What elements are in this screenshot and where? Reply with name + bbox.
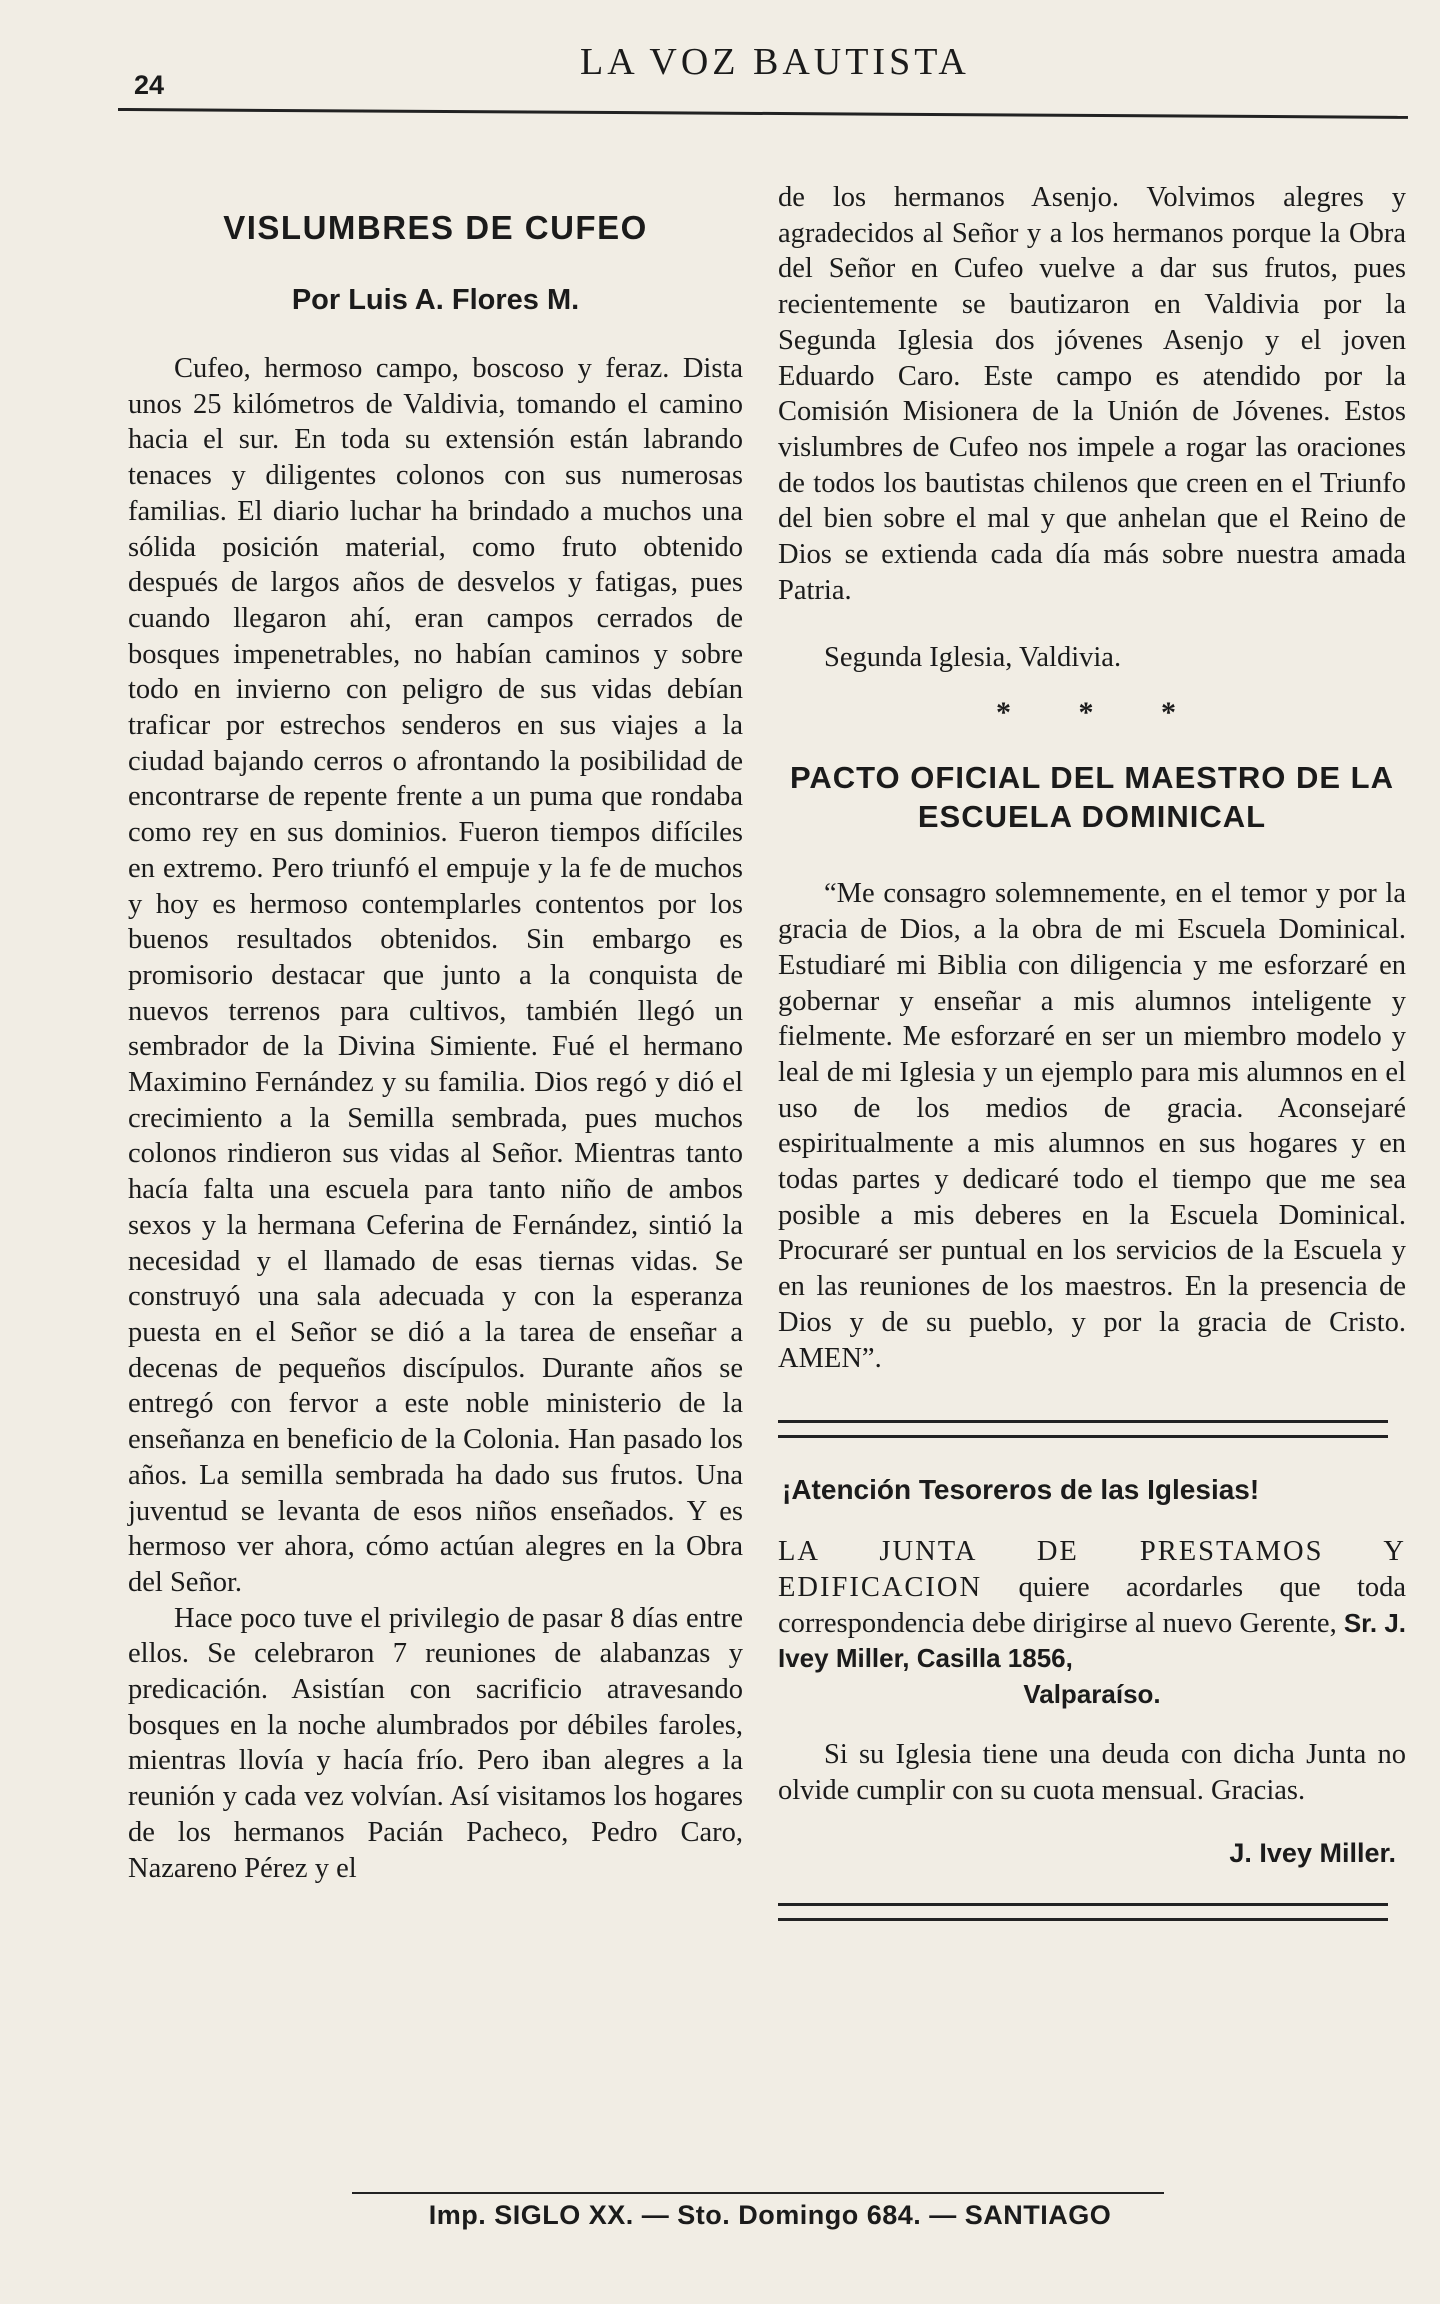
article-title-pacto: PACTO OFICIAL DEL MAESTRO DE LA ESCUELA DOMINICAL bbox=[790, 760, 1394, 835]
article-paragraph-2: Hace poco tuve el privilegio de pasar 8 días entre ellos. Se celebraron 7 reuniones de alabanzas y predicación. Asistían con sacrificio atravesando bosques en la noche alumbrados por débiles faroles, mientras llovía y hacía frío. Pero iban alegres a la reunión y cada vez volvían. Así visitamos los hogares de los hermanos Pacián Pacheco, Pedro Caro, Nazareno Pérez y el bbox=[128, 1602, 743, 1884]
notice-title: ¡Atención Tesoreros de las Iglesias! bbox=[782, 1474, 1260, 1506]
page-header bbox=[118, 28, 1418, 118]
notice-top-rule bbox=[778, 1420, 1388, 1438]
notice-manager: Sr. J. Ivey Miller, Casilla 1856, bbox=[778, 1607, 1407, 1674]
notice-lead: LA JUNTA DE PRESTAMOS Y EDIFICACION bbox=[778, 1536, 1406, 1603]
notice-bottom-rule bbox=[778, 1903, 1388, 1921]
pacto-text: “Me consagro solemnemente, en el temor y por la gracia de Dios, a la obra de mi Escuela Dominical. Estudiaré mi Biblia con diligencia y me esforzaré en gobernar y enseñar a mis alumnos inteligente y fielmente. Me esforzaré en ser un miembro modelo y leal de mi Iglesia y un ejemplo para mis alumnos en el uso de los medios de gracia. Aconsejaré espiritualmente a mis alumnos en sus hogares y en todas partes y dedicaré todo el tiempo que me sea posible a mis deberes en la Escuela Dominical. Procuraré ser puntual en los servicios de la Escuela y en las reuniones de los maestros. En la presencia de Dios y de su pueblo, y por la gracia de Cristo. AMEN”. bbox=[778, 878, 1406, 1374]
footer-rule bbox=[352, 2192, 1164, 2194]
notice-text-2: Si su Iglesia tiene una deuda con dicha Junta no olvide cumplir con su cuota mensual. Gracias. bbox=[778, 1738, 1406, 1806]
notice-text-1: quiere acordarles que toda correspondencia debe dirigirse al nuevo Gerente, bbox=[778, 1571, 1407, 1639]
running-title: LA VOZ BAUTISTA bbox=[580, 41, 970, 83]
section-separator: * * * bbox=[996, 696, 1206, 730]
header-rule bbox=[118, 108, 1408, 119]
left-column bbox=[128, 188, 743, 1886]
article-title-cufeo: VISLUMBRES DE CUFEO bbox=[223, 209, 648, 246]
article-signoff: Segunda Iglesia, Valdivia. bbox=[824, 642, 1122, 674]
article-byline: Por Luis A. Flores M. bbox=[291, 284, 580, 316]
right-column bbox=[778, 180, 1406, 1921]
notice-city: Valparaíso. bbox=[1023, 1679, 1161, 1710]
footer-imprint: Imp. SIGLO XX. — Sto. Domingo 684. — SANTIAGO bbox=[428, 2200, 1112, 2230]
page-number: 24 bbox=[134, 70, 165, 100]
article-paragraph-1: Cufeo, hermoso campo, boscoso y feraz. Dista unos 25 kilómetros de Valdivia, tomando el camino hacia el sur. En toda su extensión están labrando tenaces y diligentes colonos con sus numerosas familias. El diario luchar ha brindado a muchos una sólida posición material, como fruto obtenido después de largos años de desvelos y fatigas, pues cuando llegaron ahí, eran campos cerrados de bosques impenetrables, no habían caminos y sobre todo en invierno con peligro de sus vidas debían traficar por estrechos senderos en sus viajes a la ciudad bajando cerros o afrontando la posibilidad de encontrarse de repente frente a un puma que rondaba como rey en sus dominios. Fueron tiempos difíciles en extremo. Pero triunfó el empuje y la fe de muchos y hoy es hermoso contemplarles contentos por los buenos resultados obtenidos. Sin embargo es promisorio destacar que junto a la conquista de nuevos terrenos para cultivos, también llegó un sembrador de la Divina Simiente. Fué el hermano Maximino Fernández y su familia. Dios regó y dió el crecimiento a la Semilla sembrada, pues muchos colonos rindieron sus vidas al Señor. Mientras tanto hacía falta una escuela para tanto niño de ambos sexos y la hermana Ceferina de Fernández, sintió la necesidad y el llamado de esas tiernas vidas. Se construyó una sala adecuada y con la esperanza puesta en el Señor se dió a la tarea de enseñar a decenas de pequeños discípulos. Durante años se entregó con fervor a este noble ministerio de la enseñanza en beneficio de la Colonia. Han pasado los años. La semilla sembrada ha dado sus frutos. Una juventud se levanta de esos niños enseñados. Y es hermoso ver ahora, cómo actúan alegres en la Obra del Señor. bbox=[128, 353, 743, 1598]
article-continuation: de los hermanos Asenjo. Volvimos alegres y agradecidos al Señor y a los hermanos porque la Obra del Señor en Cufeo vuelve a dar sus frutos, pues recientemente se bautizaron en Valdivia por la Segunda Iglesia dos jóvenes Asenjo y el joven Eduardo Caro. Este campo es atendido por la Comisión Misionera de la Unión de Jóvenes. Estos vislumbres de Cufeo nos impele a rogar las oraciones de todos los bautistas chilenos que creen en el Triunfo del bien sobre el mal y que anhelan que el Reino de Dios se extienda cada día más sobre nuestra amada Patria. bbox=[778, 182, 1406, 606]
notice-signature: J. Ivey Miller. bbox=[1229, 1838, 1396, 1869]
notice-text bbox=[778, 1534, 1406, 1713]
